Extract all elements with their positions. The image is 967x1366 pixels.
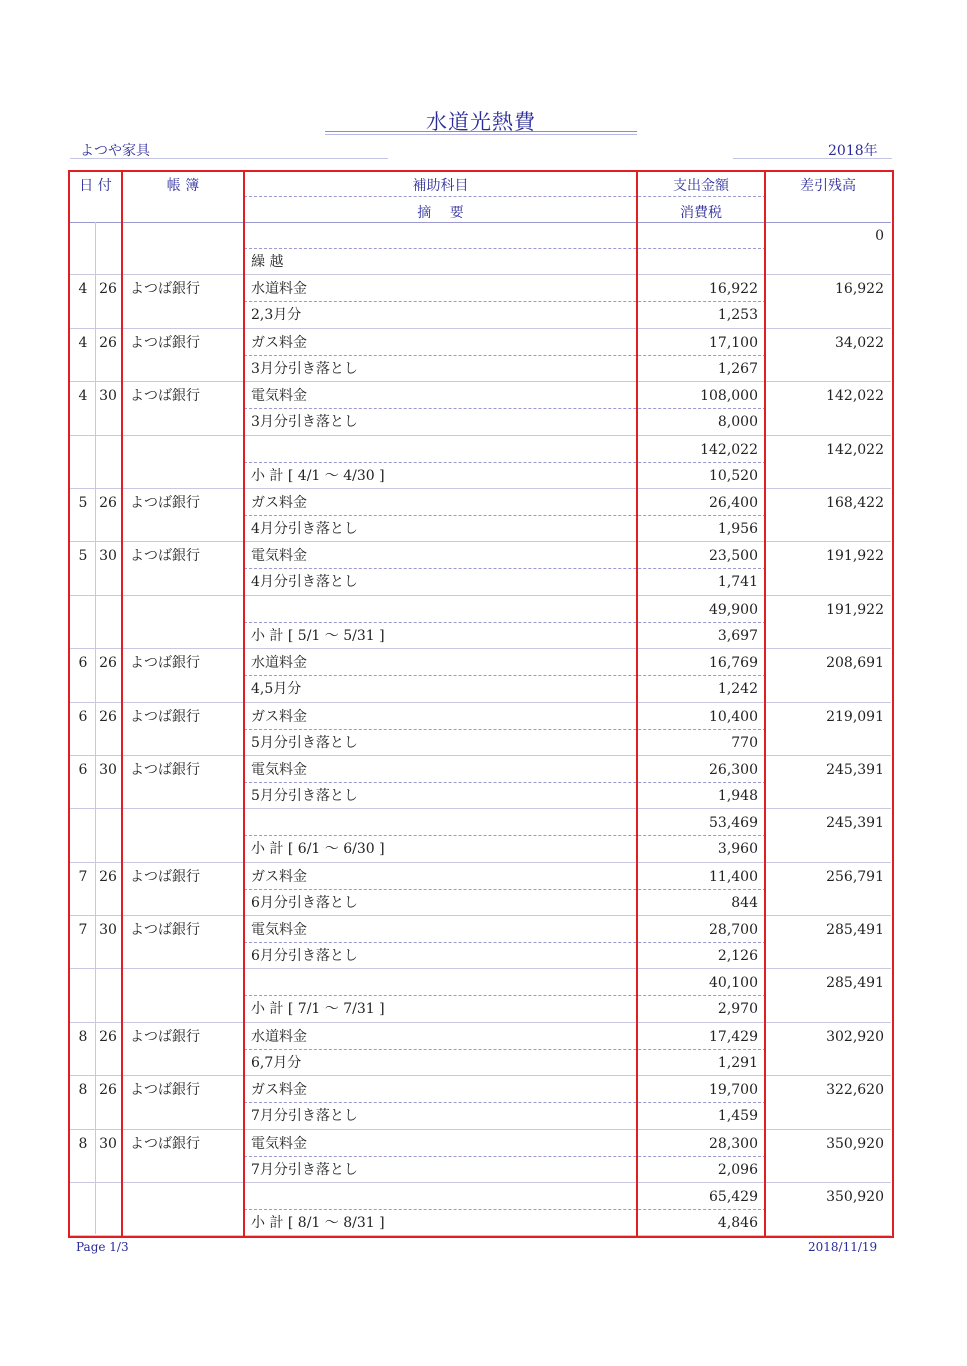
month: 7 — [78, 922, 88, 939]
day: 26 — [99, 708, 117, 725]
book-name: よつば銀行 — [130, 281, 200, 298]
amount: 10,400 — [709, 708, 758, 725]
month: 6 — [78, 655, 88, 672]
balance: 142,022 — [826, 388, 884, 405]
balance: 191,922 — [826, 548, 884, 565]
title-underline-2 — [325, 134, 637, 135]
amount: 17,429 — [709, 1028, 758, 1045]
book-name: よつば銀行 — [130, 388, 200, 405]
balance: 168,422 — [826, 494, 884, 511]
month: 6 — [78, 761, 88, 778]
day: 26 — [99, 334, 117, 351]
header-amount: 支出金額 — [673, 178, 729, 194]
tax: 3,960 — [717, 841, 758, 858]
amount: 142,022 — [700, 441, 758, 458]
memo: 繰 越 — [251, 254, 284, 270]
amount: 28,300 — [709, 1135, 758, 1152]
memo: 7月分引き落とし — [251, 1161, 358, 1178]
amount: 11,400 — [709, 868, 758, 885]
month: 4 — [78, 388, 88, 405]
tax: 1,253 — [717, 307, 758, 324]
month: 8 — [78, 1082, 88, 1099]
sub-account: 水道料金 — [251, 281, 307, 298]
memo: 小 計 [ 4/1 ～ 4/30 ] — [251, 467, 385, 484]
memo: 小 計 [ 8/1 ～ 8/31 ] — [251, 1215, 385, 1232]
tax: 2,970 — [717, 1001, 758, 1018]
day: 30 — [99, 548, 117, 565]
balance: 16,922 — [835, 281, 884, 298]
tax: 1,267 — [717, 360, 758, 377]
header-sub-account: 補助科目 — [412, 178, 469, 194]
header-tax: 消費税 — [680, 205, 722, 221]
tax: 3,697 — [717, 627, 758, 644]
report-title: 水道光熱費 — [426, 110, 536, 134]
sub-account: 電気料金 — [251, 548, 307, 565]
company-name: よつや家具 — [80, 143, 150, 159]
balance: 208,691 — [826, 655, 884, 672]
amount: 28,700 — [709, 922, 758, 939]
balance: 0 — [875, 228, 884, 244]
month: 8 — [78, 1135, 88, 1152]
book-name: よつば銀行 — [130, 761, 200, 778]
day: 26 — [99, 494, 117, 511]
sub-account: ガス料金 — [251, 494, 307, 511]
memo: 6,7月分 — [251, 1054, 302, 1071]
memo: 3月分引き落とし — [251, 360, 358, 377]
book-name: よつば銀行 — [130, 868, 200, 885]
day: 26 — [99, 868, 117, 885]
balance: 285,491 — [826, 922, 884, 939]
amount: 16,922 — [709, 281, 758, 298]
amount: 40,100 — [709, 975, 758, 992]
memo: 6月分引き落とし — [251, 948, 358, 965]
memo: 4,5月分 — [251, 681, 302, 698]
tax: 1,459 — [717, 1108, 758, 1125]
memo: 4月分引き落とし — [251, 574, 358, 591]
day: 26 — [99, 1082, 117, 1099]
amount: 23,500 — [709, 548, 758, 565]
day: 30 — [99, 1135, 117, 1152]
sub-account: 電気料金 — [251, 1135, 307, 1152]
amount: 53,469 — [709, 815, 758, 832]
memo: 6月分引き落とし — [251, 894, 358, 911]
book-name: よつば銀行 — [130, 1135, 200, 1152]
balance: 191,922 — [826, 601, 884, 618]
report-year: 2018年 — [828, 143, 878, 159]
tax: 1,242 — [717, 681, 758, 698]
book-name: よつば銀行 — [130, 548, 200, 565]
memo: 4月分引き落とし — [251, 520, 358, 537]
book-name: よつば銀行 — [130, 708, 200, 725]
memo: 5月分引き落とし — [251, 787, 358, 804]
sub-account: ガス料金 — [251, 708, 307, 725]
balance: 285,491 — [826, 975, 884, 992]
page-number: Page 1/3 — [76, 1240, 129, 1254]
tax: 1,291 — [717, 1054, 758, 1071]
sub-account: 水道料金 — [251, 1028, 307, 1045]
balance: 256,791 — [826, 868, 884, 885]
tax: 1,956 — [717, 520, 758, 537]
memo: 小 計 [ 7/1 ～ 7/31 ] — [251, 1001, 385, 1018]
balance: 34,022 — [835, 334, 884, 351]
amount: 26,300 — [709, 761, 758, 778]
sub-account: ガス料金 — [251, 334, 307, 351]
memo: 小 計 [ 6/1 ～ 6/30 ] — [251, 841, 385, 858]
day: 26 — [99, 1028, 117, 1045]
book-name: よつば銀行 — [130, 334, 200, 351]
balance: 245,391 — [826, 761, 884, 778]
tax: 10,520 — [709, 467, 758, 484]
table-frame — [68, 170, 894, 1238]
memo: 小 計 [ 5/1 ～ 5/31 ] — [251, 627, 385, 644]
tax: 2,126 — [717, 948, 758, 965]
balance: 350,920 — [826, 1189, 884, 1206]
day: 30 — [99, 761, 117, 778]
balance: 142,022 — [826, 441, 884, 458]
sub-account: ガス料金 — [251, 1082, 307, 1099]
title-underline — [325, 131, 637, 132]
memo: 5月分引き落とし — [251, 734, 358, 751]
amount: 108,000 — [700, 388, 758, 405]
sub-account: 水道料金 — [251, 655, 307, 672]
header-date: 日 付 — [79, 178, 112, 194]
balance: 245,391 — [826, 815, 884, 832]
book-name: よつば銀行 — [130, 1028, 200, 1045]
year-underline — [733, 158, 892, 159]
tax: 1,948 — [717, 787, 758, 804]
month: 4 — [78, 281, 88, 298]
memo: 7月分引き落とし — [251, 1108, 358, 1125]
sub-account: ガス料金 — [251, 868, 307, 885]
header-balance: 差引残高 — [800, 178, 856, 194]
month: 4 — [78, 334, 88, 351]
month: 5 — [78, 548, 88, 565]
amount: 16,769 — [709, 655, 758, 672]
day: 26 — [99, 281, 117, 298]
memo: 3月分引き落とし — [251, 414, 358, 431]
tax: 4,846 — [717, 1215, 758, 1232]
memo: 2,3月分 — [251, 307, 302, 324]
tax: 1,741 — [717, 574, 758, 591]
month: 8 — [78, 1028, 88, 1045]
day: 30 — [99, 922, 117, 939]
balance: 219,091 — [826, 708, 884, 725]
amount: 49,900 — [709, 601, 758, 618]
amount: 17,100 — [709, 334, 758, 351]
balance: 322,620 — [826, 1082, 884, 1099]
tax: 8,000 — [717, 414, 758, 431]
header-memo: 摘 要 — [417, 205, 464, 221]
amount: 19,700 — [709, 1082, 758, 1099]
sub-account: 電気料金 — [251, 922, 307, 939]
tax: 2,096 — [717, 1161, 758, 1178]
balance: 302,920 — [826, 1028, 884, 1045]
book-name: よつば銀行 — [130, 655, 200, 672]
book-name: よつば銀行 — [130, 922, 200, 939]
sub-account: 電気料金 — [251, 388, 307, 405]
month: 7 — [78, 868, 88, 885]
company-underline — [70, 158, 388, 159]
month: 6 — [78, 708, 88, 725]
day: 30 — [99, 388, 117, 405]
sub-account: 電気料金 — [251, 761, 307, 778]
book-name: よつば銀行 — [130, 1082, 200, 1099]
print-date: 2018/11/19 — [808, 1240, 878, 1254]
month: 5 — [78, 494, 88, 511]
day: 26 — [99, 655, 117, 672]
amount: 26,400 — [709, 494, 758, 511]
book-name: よつば銀行 — [130, 494, 200, 511]
balance: 350,920 — [826, 1135, 884, 1152]
amount: 65,429 — [709, 1189, 758, 1206]
tax: 770 — [731, 734, 758, 751]
header-book: 帳 簿 — [166, 178, 200, 194]
tax: 844 — [731, 894, 758, 911]
